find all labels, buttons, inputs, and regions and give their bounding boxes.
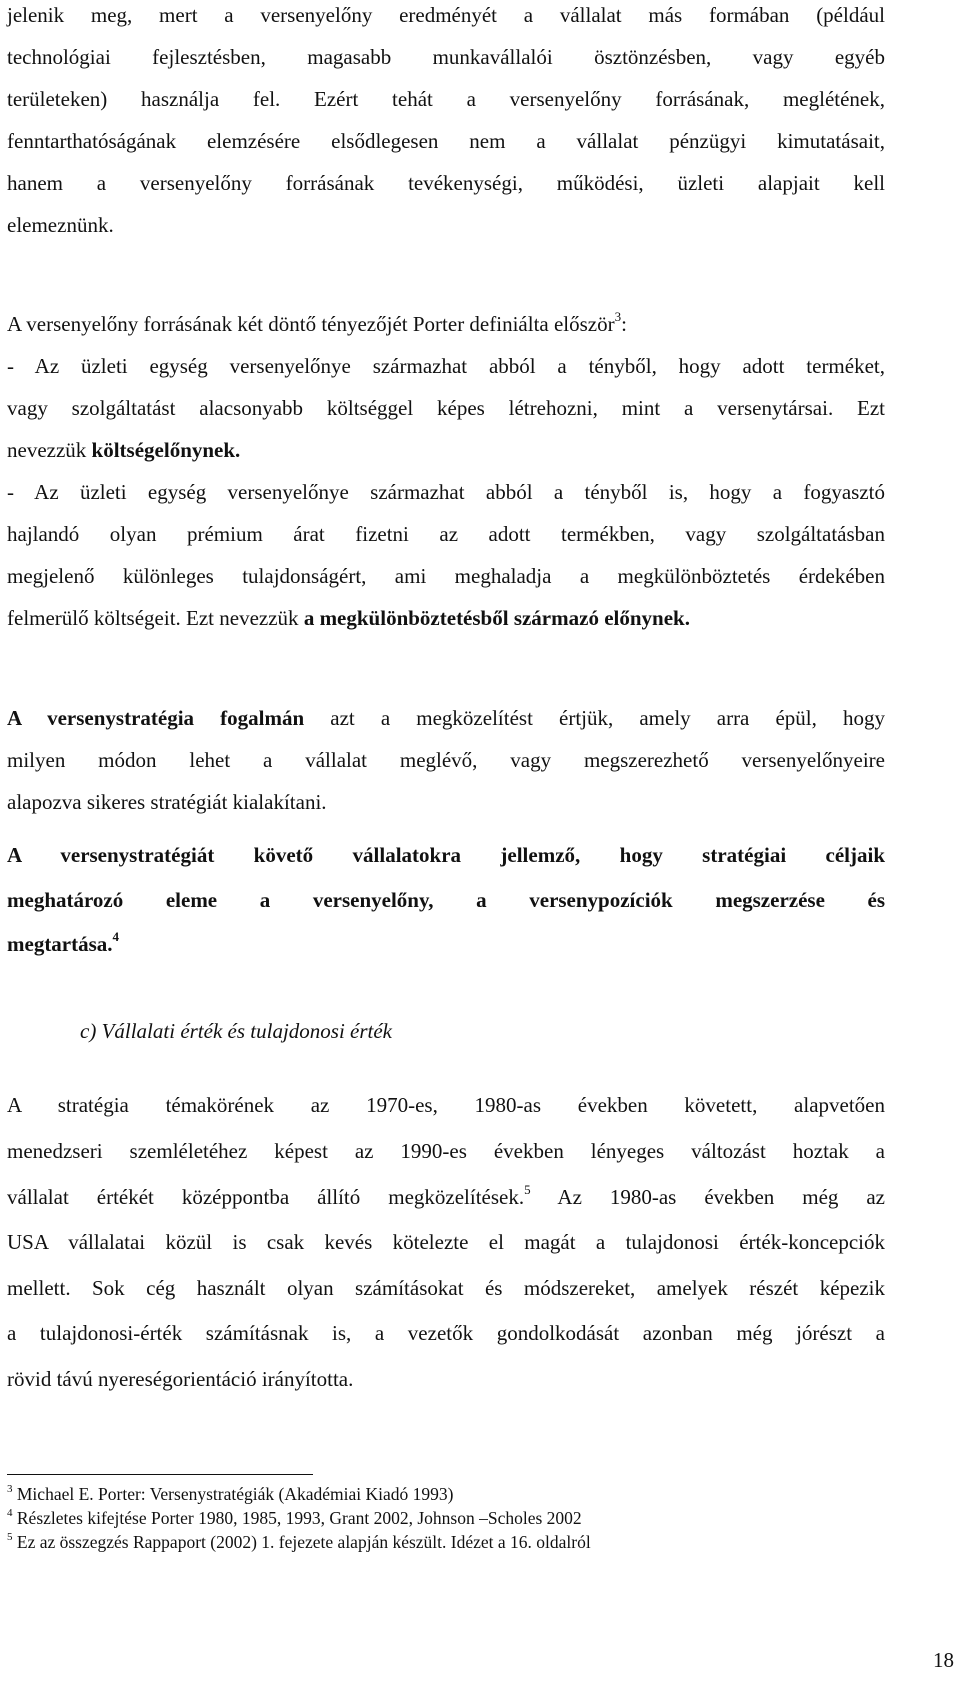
key-term: A versenystratégia fogalmán xyxy=(7,706,305,730)
key-term: költségelőnynek. xyxy=(91,438,241,462)
text-line: jelenik meg, mert a versenyelőny eredményét a vállalat más formában (például xyxy=(7,3,885,27)
intro-colon: : xyxy=(621,312,627,336)
footnote-ref: 3 xyxy=(614,309,622,324)
text-line: hajlandó olyan prémium árat fizetni az adott termékben, vagy szolgáltatásban xyxy=(7,522,885,546)
text-run: felmerülő költségeit. Ezt nevezzük xyxy=(7,606,304,630)
footnote-ref: 4 xyxy=(112,929,120,944)
text-line: vagy szolgáltatást alacsonyabb költséggel képes létrehozni, mint a versenytársai. Ezt xyxy=(7,396,885,420)
footnote-text: Michael E. Porter: Versenystratégiák (Akadémiai Kiadó 1993) xyxy=(16,1484,454,1504)
text-line: A stratégia témakörének az 1970-es, 1980-as években követett, alapvetően xyxy=(7,1093,885,1117)
text-line: alapozva sikeres stratégiát kialakítani. xyxy=(7,790,327,814)
footnote-text: Részletes kifejtése Porter 1980, 1985, 1993, Grant 2002, Johnson –Scholes 2002 xyxy=(16,1508,582,1528)
page-number: 18 xyxy=(933,1648,954,1672)
footnote-number: 3 xyxy=(7,1483,13,1496)
text-line: A versenystratégiát követő vállalatokra jellemző, hogy stratégiai céljaik xyxy=(7,843,885,867)
footnote-number: 5 xyxy=(7,1531,13,1544)
text-run: Az 1980-as években még az xyxy=(530,1185,886,1209)
text-line xyxy=(7,435,885,465)
text-run: azt a megközelítést értjük, amely arra épül, hogy xyxy=(304,706,885,730)
footnote xyxy=(7,1531,591,1553)
text-line: meghatározó eleme a versenyelőny, a versenypozíciók megszerzése és xyxy=(7,888,885,912)
footnote-separator xyxy=(7,1474,313,1475)
text-line: - Az üzleti egység versenyelőnye származhat abból a tényből is, hogy a fogyasztó xyxy=(7,480,885,504)
text-line: milyen módon lehet a vállalat meglévő, vagy megszerezhető versenyelőnyeire xyxy=(7,748,885,772)
text-line: menedzseri szemléletéhez képest az 1990-es években lényeges változást hoztak a xyxy=(7,1139,885,1163)
text-run: vállalat értékét középpontba állító megközelítések. xyxy=(7,1185,525,1209)
footnote-ref: 5 xyxy=(524,1182,531,1197)
footnote-number: 4 xyxy=(7,1507,13,1520)
footnote xyxy=(7,1483,453,1505)
text-line: USA vállalatai közül is csak kevés kötelezte el magát a tulajdonosi érték-koncepciók xyxy=(7,1230,885,1254)
text-line: elemeznünk. xyxy=(7,213,114,237)
text-line xyxy=(7,309,885,339)
text-line: a tulajdonosi-érték számításnak is, a vezetők gondolkodását azonban még jórészt a xyxy=(7,1321,885,1345)
text-line xyxy=(7,1182,885,1212)
text-line: fenntarthatóságának elemzésére elsődlegesen nem a vállalat pénzügyi kimutatásait, xyxy=(7,129,885,153)
key-term: a megkülönböztetésből származó előnynek. xyxy=(303,606,690,630)
text-line: - Az üzleti egység versenyelőnye származhat abból a tényből, hogy adott terméket, xyxy=(7,354,885,378)
text-line xyxy=(7,603,885,633)
text-line: megjelenő különleges tulajdonságért, ami meghaladja a megkülönböztetés érdekében xyxy=(7,564,885,588)
text-line xyxy=(7,929,885,959)
text-line: technológiai fejlesztésben, magasabb munkavállalói ösztönzésben, vagy egyéb xyxy=(7,45,885,69)
text-line: rövid távú nyereségorientáció irányította. xyxy=(7,1367,354,1391)
text-line: területeken) használja fel. Ezért tehát a versenyelőny forrásának, meglétének, xyxy=(7,87,885,111)
text-line: mellett. Sok cég használt olyan számításokat és módszereket, amelyek részét képezik xyxy=(7,1276,885,1300)
footnote-text: Ez az összegzés Rappaport (2002) 1. fejezete alapján készült. Idézet a 16. oldalról xyxy=(16,1532,591,1552)
footnote xyxy=(7,1507,582,1529)
section-heading: c) Vállalati érték és tulajdonosi érték xyxy=(80,1019,393,1043)
text-run: nevezzük xyxy=(7,438,92,462)
text-line xyxy=(7,703,885,733)
text-run: megtartása. xyxy=(7,932,113,956)
text-line: hanem a versenyelőny forrásának tevékenységi, működési, üzleti alapjait kell xyxy=(7,171,885,195)
intro-text: A versenyelőny forrásának két döntő tényezőjét Porter definiálta először xyxy=(7,312,615,336)
